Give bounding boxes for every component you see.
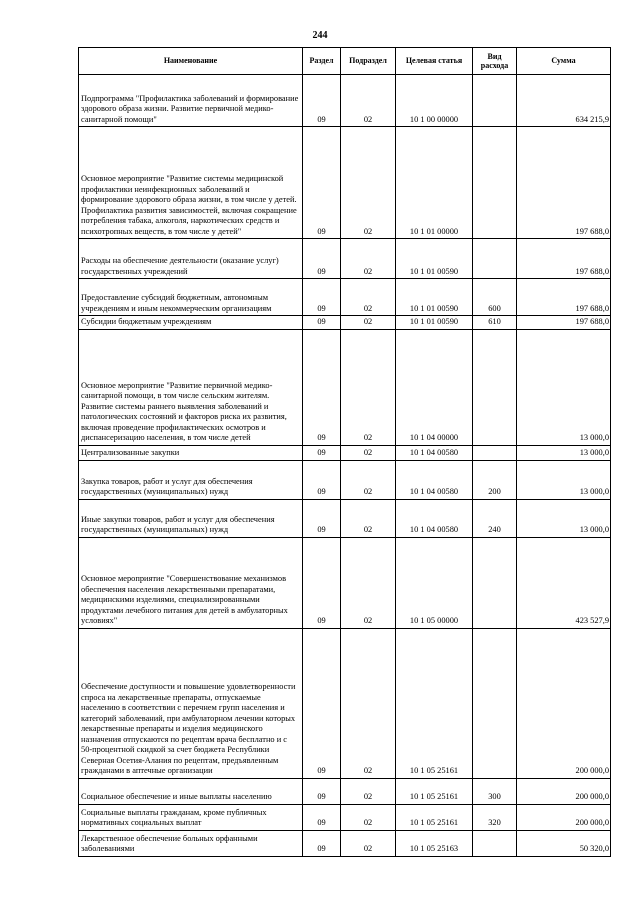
row-podrazdel: 02 (341, 830, 396, 856)
row-celevaya: 10 1 01 00590 (396, 239, 473, 279)
table-row (79, 804, 611, 830)
row-podrazdel: 02 (341, 499, 396, 537)
row-name: Закупка товаров, работ и услуг для обеспечения государственных (муниципальных) нужд (79, 460, 303, 499)
row-summa: 13 000,0 (517, 460, 611, 499)
row-razdel: 09 (303, 445, 341, 460)
row-name: Социальное обеспечение и иные выплаты населению (79, 778, 303, 804)
row-celevaya: 10 1 01 00590 (396, 279, 473, 316)
table-row (79, 75, 611, 127)
row-name: Основное мероприятие "Развитие первичной медико-санитарной помощи, в том числе сельским жителям. Развитие системы раннего выявления заболеваний и патологических состояний и факторов риска их развития, включая проведение профилактических осмотров и диспансеризацию населения, в том числе детей (79, 329, 303, 445)
row-vid: 300 (473, 778, 517, 804)
header-vid: Вид расхода (473, 48, 517, 75)
row-celevaya: 10 1 04 00580 (396, 499, 473, 537)
row-podrazdel: 02 (341, 316, 396, 330)
row-razdel: 09 (303, 239, 341, 279)
row-razdel: 09 (303, 830, 341, 856)
row-summa: 197 688,0 (517, 316, 611, 330)
row-vid: 610 (473, 316, 517, 330)
row-name: Иные закупки товаров, работ и услуг для обеспечения государственных (муниципальных) нужд (79, 499, 303, 537)
row-name: Расходы на обеспечение деятельности (оказание услуг) государственных учреждений (79, 239, 303, 279)
row-podrazdel: 02 (341, 460, 396, 499)
header-razdel: Раздел (303, 48, 341, 75)
row-razdel: 09 (303, 316, 341, 330)
row-celevaya: 10 1 04 00000 (396, 329, 473, 445)
table-row (79, 499, 611, 537)
table-row (79, 279, 611, 316)
budget-table (78, 47, 611, 857)
row-vid (473, 329, 517, 445)
row-name: Основное мероприятие "Совершенствование механизмов обеспечения населения лекарственными препаратами, медицинскими изделиями, специализированными продуктами лечебного питания для детей в амбулаторных условиях" (79, 537, 303, 628)
row-razdel: 09 (303, 778, 341, 804)
row-name: Подпрограмма "Профилактика заболеваний и формирование здорового образа жизни. Развитие первичной медико-санитарной помощи" (79, 75, 303, 127)
row-summa: 197 688,0 (517, 127, 611, 239)
table-row (79, 830, 611, 856)
row-vid (473, 239, 517, 279)
row-vid (473, 628, 517, 778)
row-razdel: 09 (303, 460, 341, 499)
row-name: Предоставление субсидий бюджетным, автономным учреждениям и иным некоммерческим организациям (79, 279, 303, 316)
row-summa: 634 215,9 (517, 75, 611, 127)
row-vid: 240 (473, 499, 517, 537)
row-summa: 200 000,0 (517, 628, 611, 778)
row-razdel: 09 (303, 804, 341, 830)
row-celevaya: 10 1 05 25163 (396, 830, 473, 856)
row-podrazdel: 02 (341, 279, 396, 316)
row-name: Лекарственное обеспечение больных орфанными заболеваниями (79, 830, 303, 856)
header-name: Наименование (79, 48, 303, 75)
table-row (79, 316, 611, 330)
row-summa: 200 000,0 (517, 804, 611, 830)
row-name: Централизованные закупки (79, 445, 303, 460)
row-summa: 197 688,0 (517, 279, 611, 316)
row-podrazdel: 02 (341, 127, 396, 239)
row-summa: 423 527,9 (517, 537, 611, 628)
row-celevaya: 10 1 04 00580 (396, 445, 473, 460)
row-vid (473, 75, 517, 127)
row-celevaya: 10 1 00 00000 (396, 75, 473, 127)
row-summa: 197 688,0 (517, 239, 611, 279)
row-razdel: 09 (303, 329, 341, 445)
row-podrazdel: 02 (341, 445, 396, 460)
row-razdel: 09 (303, 537, 341, 628)
row-vid: 600 (473, 279, 517, 316)
row-vid (473, 445, 517, 460)
header-podrazdel: Подраздел (341, 48, 396, 75)
row-name: Основное мероприятие "Развитие системы медицинской профилактики неинфекционных заболеваний и формирование здорового образа жизни, в том числе у детей. Профилактика развития зависимостей, включая сокращение потребления табака, алкоголя, наркотических средств и психотропных веществ, в том числе у детей" (79, 127, 303, 239)
row-vid: 320 (473, 804, 517, 830)
row-vid (473, 537, 517, 628)
row-celevaya: 10 1 05 25161 (396, 628, 473, 778)
row-celevaya: 10 1 04 00580 (396, 460, 473, 499)
table-row (79, 537, 611, 628)
row-podrazdel: 02 (341, 329, 396, 445)
row-podrazdel: 02 (341, 75, 396, 127)
row-razdel: 09 (303, 499, 341, 537)
table-row (79, 628, 611, 778)
table-row (79, 460, 611, 499)
row-summa: 13 000,0 (517, 445, 611, 460)
row-podrazdel: 02 (341, 537, 396, 628)
table-row (79, 329, 611, 445)
row-vid (473, 127, 517, 239)
row-podrazdel: 02 (341, 778, 396, 804)
row-podrazdel: 02 (341, 239, 396, 279)
table-row (79, 239, 611, 279)
row-summa: 13 000,0 (517, 329, 611, 445)
row-celevaya: 10 1 01 00000 (396, 127, 473, 239)
header-row (79, 48, 611, 75)
row-celevaya: 10 1 05 25161 (396, 778, 473, 804)
row-name: Обеспечение доступности и повышение удовлетворенности спроса на лекарственные препараты, отпускаемые населению в соответствии с перечнем групп населения и категорий заболеваний, при амбулаторном лечении которых лекарственные препараты и изделия медицинского назначения отпускаются по рецептам врача бесплатно и с 50-процентной скидкой за счет бюджета Республики Северная Осетия-Алания по рецептам, предъявленным гражданами в аптечные организации (79, 628, 303, 778)
row-razdel: 09 (303, 75, 341, 127)
row-name: Социальные выплаты гражданам, кроме публичных нормативных социальных выплат (79, 804, 303, 830)
row-razdel: 09 (303, 628, 341, 778)
page-number: 244 (312, 30, 328, 41)
row-name: Субсидии бюджетным учреждениям (79, 316, 303, 330)
row-vid: 200 (473, 460, 517, 499)
row-vid (473, 830, 517, 856)
row-celevaya: 10 1 05 00000 (396, 537, 473, 628)
row-summa: 200 000,0 (517, 778, 611, 804)
row-celevaya: 10 1 01 00590 (396, 316, 473, 330)
row-razdel: 09 (303, 279, 341, 316)
row-summa: 13 000,0 (517, 499, 611, 537)
header-celevaya: Целевая статья (396, 48, 473, 75)
table-row (79, 445, 611, 460)
row-summa: 50 320,0 (517, 830, 611, 856)
table-row (79, 127, 611, 239)
row-podrazdel: 02 (341, 628, 396, 778)
row-razdel: 09 (303, 127, 341, 239)
table-row (79, 778, 611, 804)
header-summa: Сумма (517, 48, 611, 75)
row-podrazdel: 02 (341, 804, 396, 830)
row-celevaya: 10 1 05 25161 (396, 804, 473, 830)
